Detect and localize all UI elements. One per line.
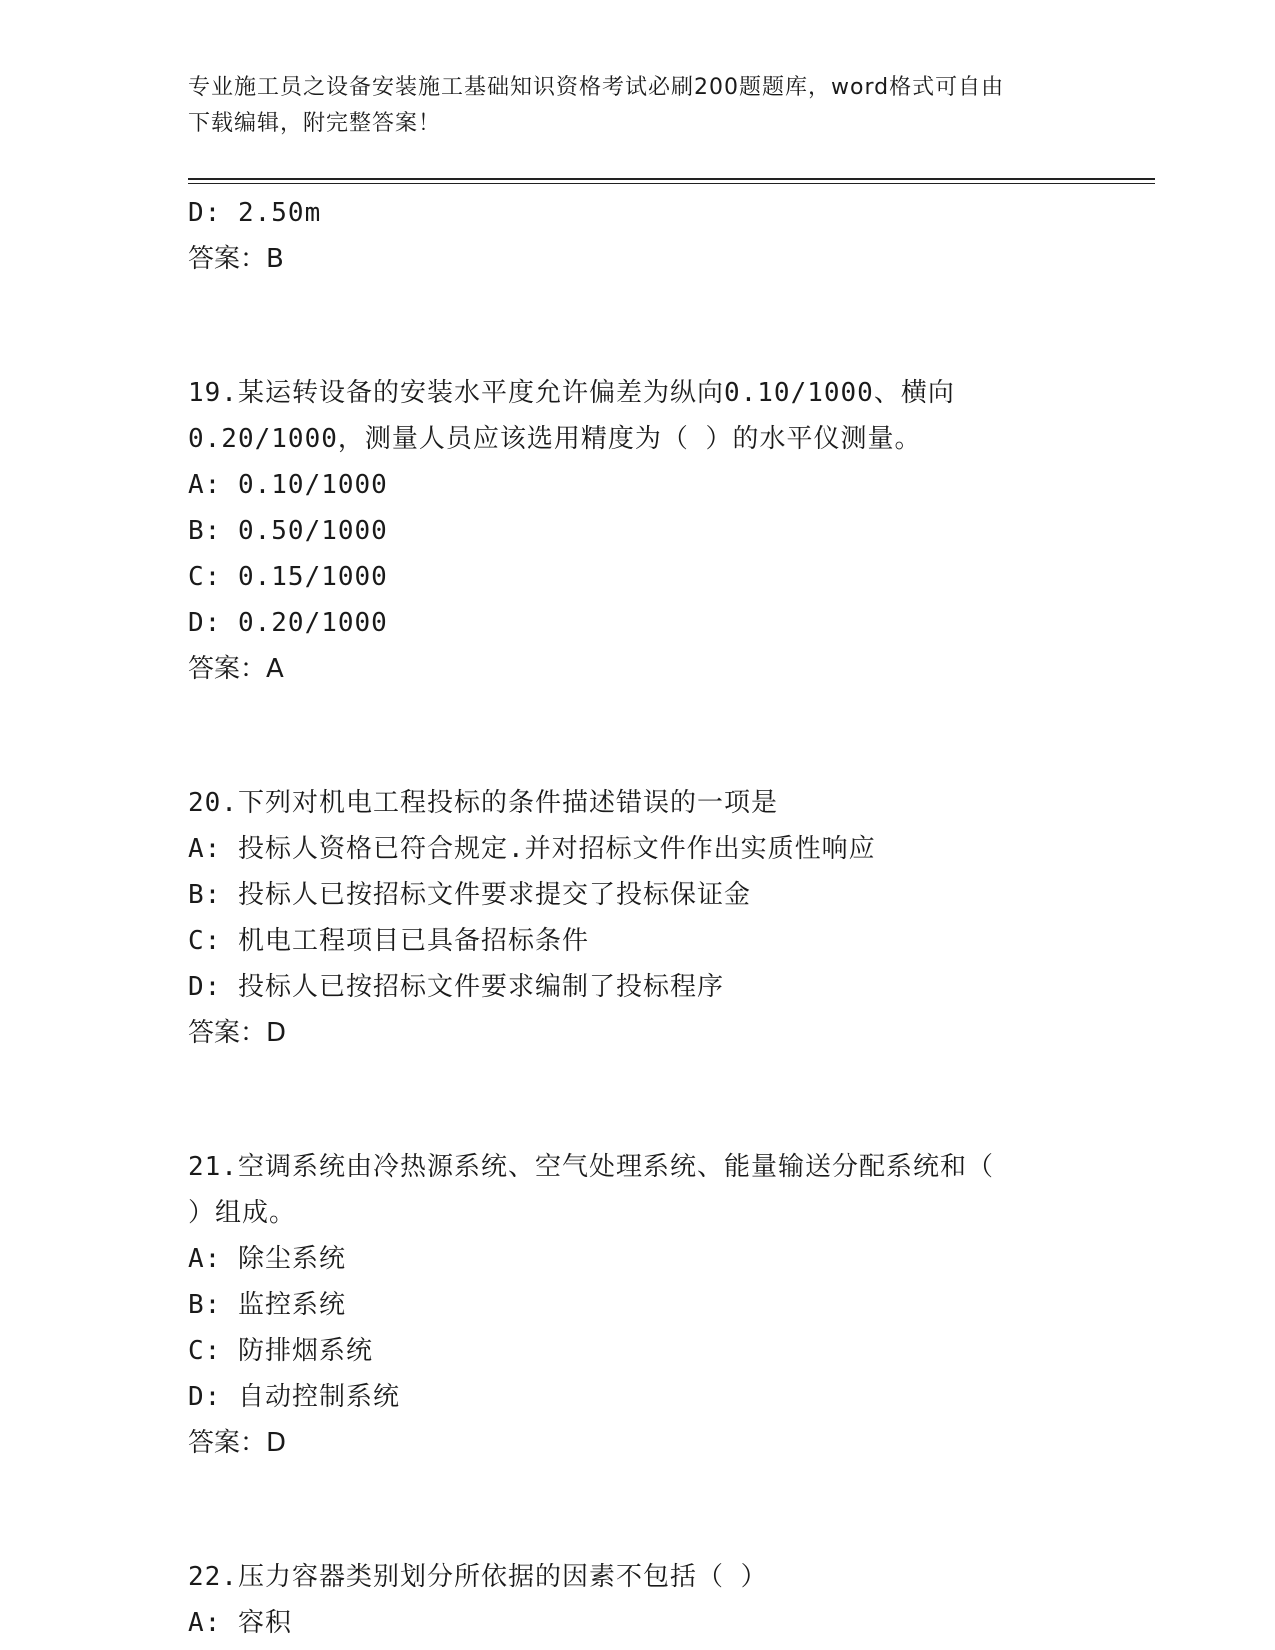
header-title-line1: 专业施工员之设备安装施工基础知识资格考试必刷200题题库，word格式可自由 (188, 75, 1005, 100)
question-21 (188, 1144, 1088, 1466)
option-a: A: 0.10/1000 (188, 470, 388, 500)
option-a: A: 容积 (188, 1608, 292, 1638)
option-a: A: 投标人资格已符合规定.并对招标文件作出实质性响应 (188, 834, 876, 864)
question-19 (188, 370, 1088, 692)
header-divider-thick (188, 178, 1155, 180)
question-stem-cont: 0.20/1000，测量人员应该选用精度为（ ）的水平仪测量。 (188, 424, 922, 454)
spacer (188, 282, 1088, 370)
option-d: D: 0.20/1000 (188, 608, 388, 638)
option-c: C: 0.15/1000 (188, 562, 388, 592)
header-title-line2: 下载编辑，附完整答案！ (188, 111, 442, 136)
question-stem: 19.某运转设备的安装水平度允许偏差为纵向0.10/1000、横向 (188, 378, 955, 408)
option-d: D: 自动控制系统 (188, 1382, 400, 1412)
option-b: B: 0.50/1000 (188, 516, 388, 546)
question-20 (188, 780, 1088, 1056)
spacer (188, 1466, 1088, 1554)
option-d: D: 2.50m (188, 198, 322, 228)
spacer (188, 1056, 1088, 1144)
question-stem-cont: ）组成。 (188, 1198, 297, 1228)
answer: 答案：D (188, 1428, 287, 1458)
option-d: D: 投标人已按招标文件要求编制了投标程序 (188, 972, 724, 1002)
option-a: A: 除尘系统 (188, 1244, 346, 1274)
answer: 答案：D (188, 1018, 287, 1048)
question-stem: 20.下列对机电工程投标的条件描述错误的一项是 (188, 788, 778, 818)
question-stem: 22.压力容器类别划分所依据的因素不包括（ ） (188, 1562, 768, 1592)
answer: 答案：A (188, 654, 284, 684)
option-b: B: 监控系统 (188, 1290, 346, 1320)
answer: 答案：B (188, 244, 284, 274)
question-22 (188, 1554, 1088, 1646)
option-c: C: 防排烟系统 (188, 1336, 373, 1366)
question-list (188, 190, 1088, 1646)
document-header (188, 70, 1088, 142)
question-stem: 21.空调系统由冷热源系统、空气处理系统、能量输送分配系统和（ (188, 1152, 994, 1182)
option-b: B: 投标人已按招标文件要求提交了投标保证金 (188, 880, 751, 910)
header-divider-thin (188, 183, 1155, 184)
option-c: C: 机电工程项目已具备招标条件 (188, 926, 589, 956)
spacer (188, 692, 1088, 780)
